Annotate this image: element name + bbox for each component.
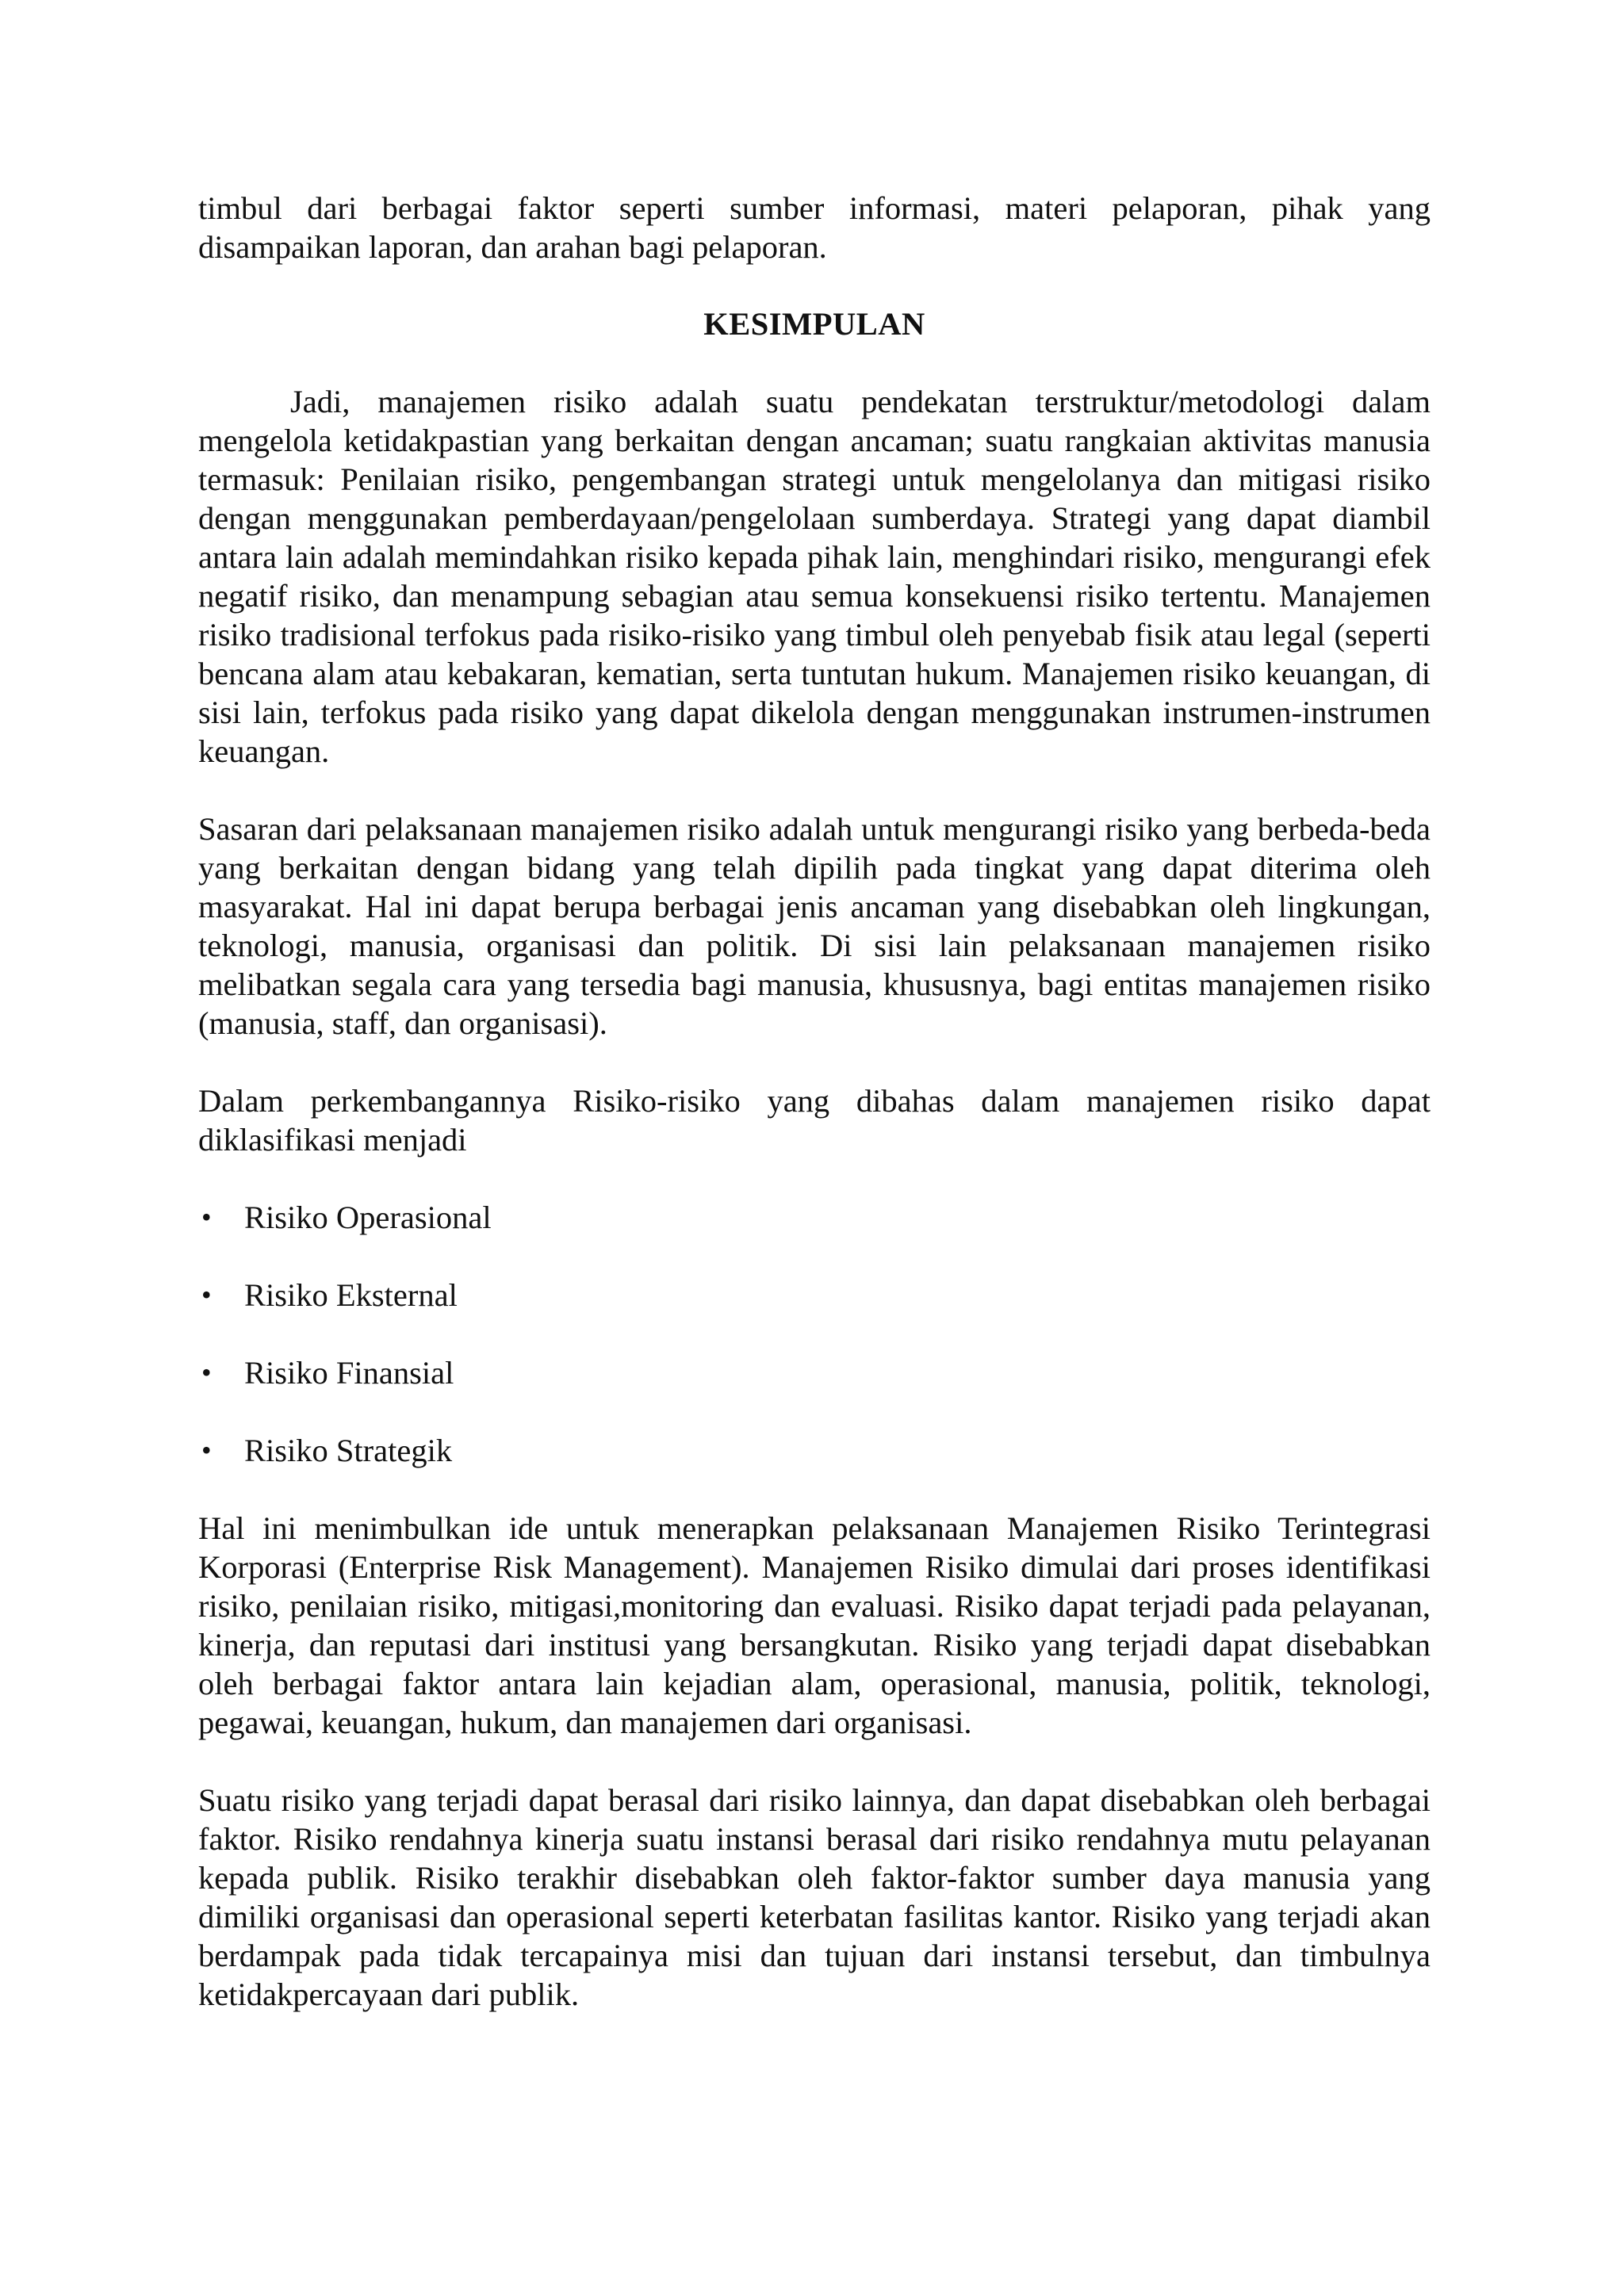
list-item <box>198 1431 1431 1470</box>
bullet-icon: • <box>201 1201 212 1233</box>
list-item <box>198 1276 1431 1314</box>
bullet-icon: • <box>201 1434 212 1466</box>
conclusion-paragraph-1: Jadi, manajemen risiko adalah suatu pendekatan terstruktur/metodologi dalam mengelola ketidakpastian yang berkaitan dengan ancaman; suatu rangkaian aktivitas manusia termasuk: Penilaian risiko, pengembangan strategi untuk mengelolanya dan mitigasi risiko dengan menggunakan pemberdayaan/pengelolaan sumberdaya. Strategi yang dapat diambil antara lain adalah memindahkan risiko kepada pihak lain, menghindari risiko, mengurangi efek negatif risiko, dan menampung sebagian atau semua konsekuensi risiko tertentu. Manajemen risiko tradisional terfokus pada risiko-risiko yang timbul oleh penyebab fisik atau legal (seperti bencana alam atau kebakaran, kematian, serta tuntutan hukum. Manajemen risiko keuangan, di sisi lain, terfokus pada risiko yang dapat dikelola dengan menggunakan instrumen-instrumen keuangan. <box>198 384 1431 769</box>
closing-paragraph-2: Suatu risiko yang terjadi dapat berasal dari risiko lainnya, dan dapat disebabkan oleh berbagai faktor. Risiko rendahnya kinerja suatu instansi berasal dari risiko rendahnya mutu pelayanan kepada publik. Risiko terakhir disebabkan oleh faktor-faktor sumber daya manusia yang dimiliki organisasi dan operasional seperti keterbatan fasilitas kantor. Risiko yang terjadi akan berdampak pada tidak tercapainya misi dan tujuan dari instansi tersebut, dan timbulnya ketidakpercayaan dari publik. <box>198 1782 1431 2012</box>
risk-category-list <box>198 1198 1431 1470</box>
conclusion-paragraph-3: Dalam perkembangannya Risiko-risiko yang dibahas dalam manajemen risiko dapat diklasifikasi menjadi <box>198 1083 1431 1158</box>
list-item-label: Risiko Eksternal <box>244 1277 458 1313</box>
list-item-label: Risiko Strategik <box>244 1433 453 1468</box>
intro-paragraph: timbul dari berbagai faktor seperti sumber informasi, materi pelaporan, pihak yang disampaikan laporan, dan arahan bagi pelaporan. <box>198 190 1431 265</box>
conclusion-paragraph-2: Sasaran dari pelaksanaan manajemen risiko adalah untuk mengurangi risiko yang berbeda-beda yang berkaitan dengan bidang yang telah dipilih pada tingkat yang dapat diterima oleh masyarakat. Hal ini dapat berupa berbagai jenis ancaman yang disebabkan oleh lingkungan, teknologi, manusia, organisasi dan politik. Di sisi lain pelaksanaan manajemen risiko melibatkan segala cara yang tersedia bagi manusia, khususnya, bagi entitas manajemen risiko (manusia, staff, dan organisasi). <box>198 811 1431 1041</box>
bullet-icon: • <box>201 1357 212 1388</box>
list-item-label: Risiko Finansial <box>244 1355 454 1391</box>
closing-paragraph-1: Hal ini menimbulkan ide untuk menerapkan pelaksanaan Manajemen Risiko Terintegrasi Korporasi (Enterprise Risk Management). Manajemen Risiko dimulai dari proses identifikasi risiko, penilaian risiko, mitigasi,monitoring dan evaluasi. Risiko dapat terjadi pada pelayanan, kinerja, dan reputasi dari institusi yang bersangkutan. Risiko yang terjadi dapat disebabkan oleh berbagai faktor antara lain kejadian alam, operasional, manusia, politik, teknologi, pegawai, keuangan, hukum, dan manajemen dari organisasi. <box>198 1510 1431 1740</box>
page-body <box>198 189 1431 2014</box>
section-heading: KESIMPULAN <box>703 306 925 342</box>
list-item-label: Risiko Operasional <box>244 1200 492 1235</box>
bullet-icon: • <box>201 1279 212 1311</box>
list-item <box>198 1353 1431 1392</box>
list-item <box>198 1198 1431 1237</box>
